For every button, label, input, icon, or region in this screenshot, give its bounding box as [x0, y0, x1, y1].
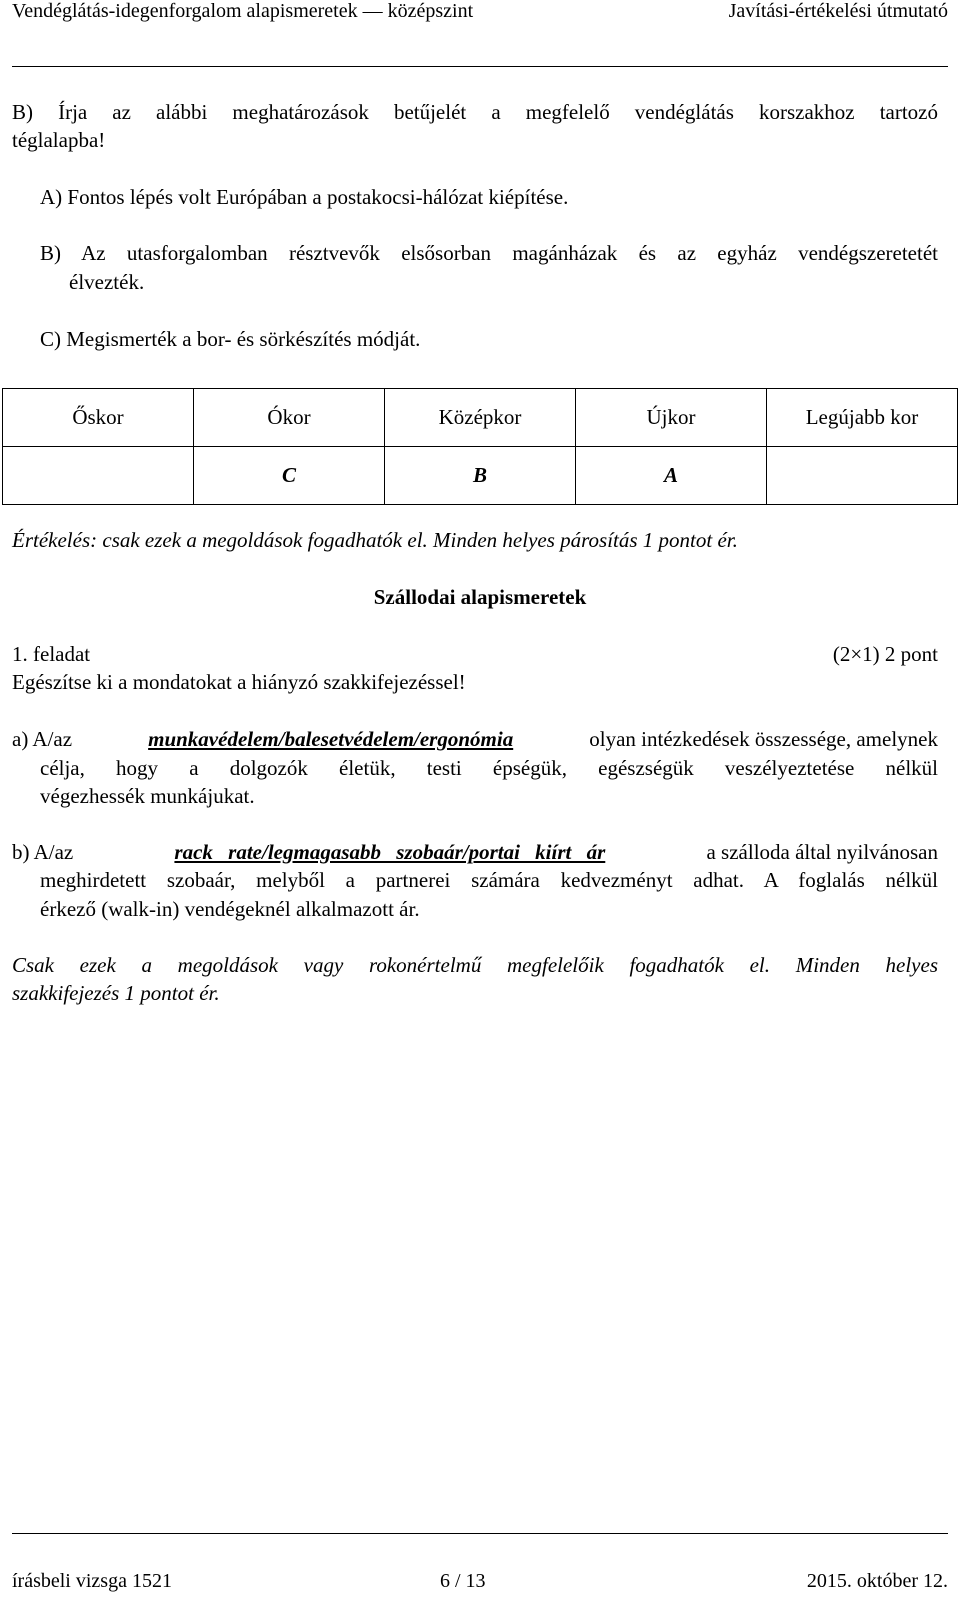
task1-b-line3: érkező (walk-in) vendégeknél alkalmazott ár.: [40, 897, 420, 921]
task1-b-line2: meghirdetett szobaár, melyből a partnerei számára kedvezményt adhat. A foglalás nélkül: [40, 868, 938, 892]
answer-cell: [3, 447, 194, 505]
task-b-item-a: A) Fontos lépés volt Európában a postakocsi-hálózat kiépítése.: [40, 185, 569, 209]
task-b-item-b-line1: B) Az utasforgalomban résztvevők elsősorban magánházak és az egyház vendégszeretetét: [40, 241, 938, 265]
task1-eval-line2: szakkifejezés 1 pontot ér.: [12, 981, 220, 1005]
era-cell: Középkor: [385, 389, 576, 447]
answer-cell: B: [385, 447, 576, 505]
task-b-intro-line2: téglalapba!: [12, 128, 106, 152]
era-cell: Ókor: [194, 389, 385, 447]
task1-a-rest: olyan intézkedések összessége, amelynek: [589, 727, 938, 751]
answer-cell: C: [194, 447, 385, 505]
task1-a-line2: célja, hogy a dolgozók életük, testi épségük, egészségük veszélyeztetése nélkül: [40, 756, 938, 780]
evaluation-note-1: Értékelés: csak ezek a megoldások fogadhatók el. Minden helyes párosítás 1 pontot ér.: [12, 528, 738, 552]
answer-row: [3, 447, 958, 505]
task1-a-line1: [12, 727, 938, 752]
task1-a-prefix: a) A/az: [12, 727, 73, 751]
header-right: Javítási-értékelési útmutató: [728, 0, 948, 22]
task1-instruction: Egészítse ki a mondatokat a hiányzó szakkifejezéssel!: [12, 670, 466, 694]
era-cell: Újkor: [576, 389, 767, 447]
task1-b-line1: [12, 840, 938, 865]
task-b-item-b-line2: élvezték.: [69, 270, 145, 294]
task1-points: (2×1) 2 pont: [832, 642, 938, 666]
footer-page-number: 6 / 13: [440, 1570, 486, 1592]
task1-a-line3: végezhessék munkájukat.: [40, 784, 255, 808]
task1-b-rest: a szálloda által nyilvánosan: [706, 840, 938, 864]
header-left: Vendéglátás-idegenforgalom alapismeretek — középszint: [12, 0, 474, 22]
task1-b-term: rack rate/legmagasabb szobaár/portai kiírt ár: [174, 840, 606, 864]
answer-cell: [767, 447, 958, 505]
task1-b-prefix: b) A/az: [12, 840, 74, 864]
page-footer: [12, 1570, 948, 1598]
task-b-item-c: C) Megismerték a bor- és sörkészítés módját.: [40, 327, 421, 351]
footer-date: 2015. október 12.: [806, 1570, 948, 1592]
era-cell: Őskor: [3, 389, 194, 447]
footer-divider: [12, 1533, 948, 1534]
header-divider: [12, 66, 948, 67]
page-header: [12, 0, 948, 34]
section-title: Szállodai alapismeretek: [373, 585, 587, 609]
footer-left: írásbeli vizsga 1521: [12, 1570, 172, 1592]
era-header-row: [3, 389, 958, 447]
task-b-intro-line1: B) Írja az alábbi meghatározások betűjelét a megfelelő vendéglátás korszakhoz tartozó: [12, 100, 938, 124]
era-cell: Legújabb kor: [767, 389, 958, 447]
answer-cell: A: [576, 447, 767, 505]
task1-label: 1. feladat: [12, 642, 91, 666]
task1-eval-line1: Csak ezek a megoldások vagy rokonértelmű megfelelőik fogadhatók el. Minden helyes: [12, 953, 938, 977]
era-table: [2, 388, 958, 505]
task1-a-term: munkavédelem/balesetvédelem/ergonómia: [148, 727, 514, 751]
